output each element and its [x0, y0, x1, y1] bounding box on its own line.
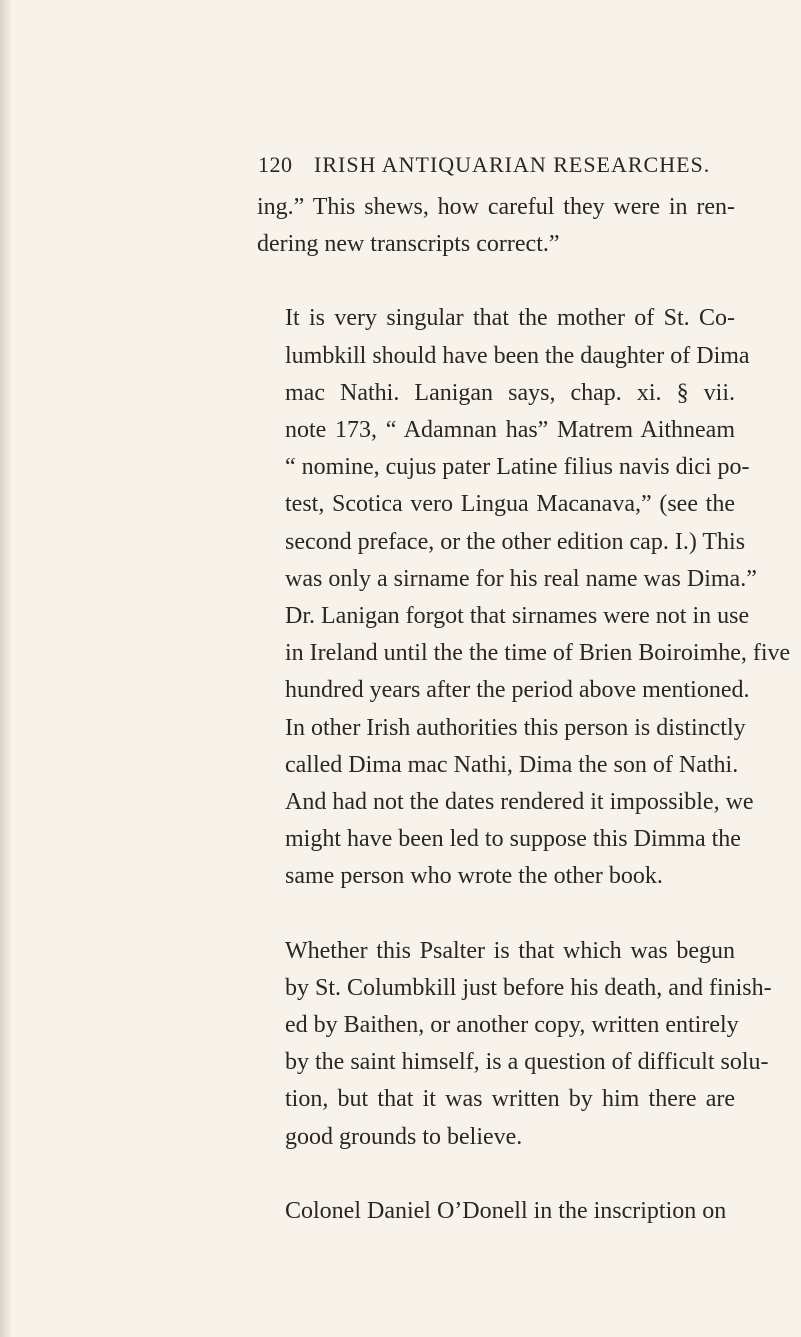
text-line: hundred years after the period above mentioned.: [285, 677, 750, 704]
text-line: in Ireland until the the time of Brien Boiroimhe, five: [285, 640, 791, 667]
paragraph-2: [257, 300, 791, 895]
text-line: In other Irish authorities this person is distinctly: [285, 714, 746, 741]
text-line: Dr. Lanigan forgot that sirnames were not in use: [285, 603, 750, 630]
text-line: second preface, or the other edition cap. I.) This: [285, 528, 746, 555]
text-line: It is very singular that the mother of St. Co-: [285, 305, 735, 332]
paragraph-1: [257, 189, 735, 263]
text-line: same person who wrote the other book.: [285, 863, 663, 890]
text-line: test, Scotica vero Lingua Macanava,” (see the: [285, 491, 735, 518]
body-text: [257, 189, 791, 1230]
text-line: good grounds to believe.: [285, 1123, 523, 1150]
text-line: dering new transcripts correct.”: [257, 231, 560, 258]
paragraph-4: [257, 1193, 735, 1230]
text-line: called Dima mac Nathi, Dima the son of Nathi.: [285, 751, 739, 778]
text-line: might have been led to suppose this Dimma the: [285, 826, 741, 853]
text-line: “ nomine, cujus pater Latine filius navis dici po-: [285, 454, 750, 481]
text-line: Whether this Psalter is that which was begun: [285, 937, 735, 964]
text-line: note 173, “ Adamnan has” Matrem Aithneam: [285, 417, 735, 444]
text-line: lumbkill should have been the daughter of Dima: [285, 342, 750, 369]
text-line: Colonel Daniel O’Donell in the inscription on: [285, 1197, 727, 1224]
page-header: [258, 152, 738, 192]
text-line: was only a sirname for his real name was Dima.”: [285, 565, 757, 592]
text-line: by St. Columbkill just before his death, and finish-: [285, 974, 772, 1001]
text-line: tion, but that it was written by him there are: [285, 1086, 735, 1113]
page-number: 120: [258, 152, 293, 177]
text-line: ing.” This shews, how careful they were in ren-: [257, 194, 735, 220]
paragraph-3: [257, 933, 772, 1156]
page-gutter-shadow: [0, 0, 12, 1337]
text-line: by the saint himself, is a question of difficult solu-: [285, 1049, 769, 1076]
text-line: And had not the dates rendered it impossible, we: [285, 789, 754, 816]
text-line: mac Nathi. Lanigan says, chap. xi. § vii.: [285, 379, 735, 406]
running-title: IRISH ANTIQUARIAN RESEARCHES.: [314, 152, 711, 177]
text-line: ed by Baithen, or another copy, written entirely: [285, 1012, 739, 1039]
